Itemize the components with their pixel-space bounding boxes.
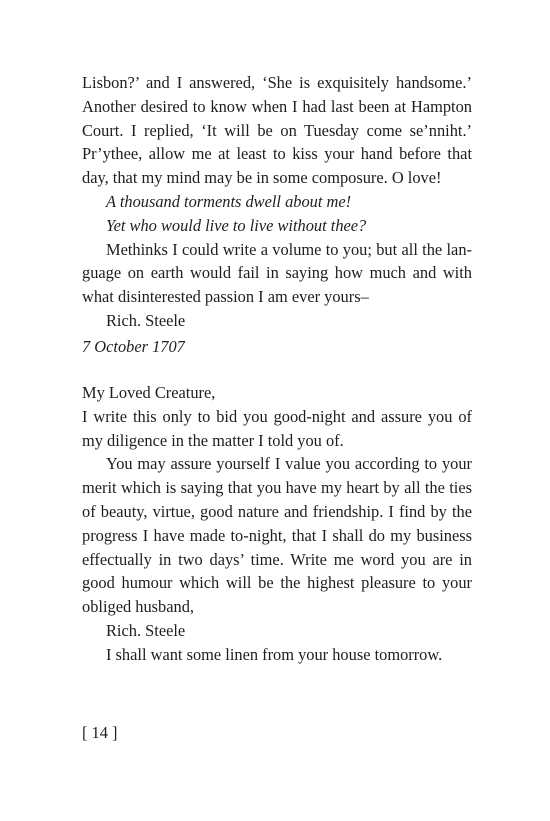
letter-date-heading: 7 October 1707 xyxy=(82,337,185,356)
letter-one-continuation xyxy=(82,71,472,333)
salutation: My Loved Creature, xyxy=(82,383,216,402)
postscript: I shall want some linen from your house tomorrow. xyxy=(106,644,443,664)
verse-line-2: Yet who would live to live without thee? xyxy=(106,215,367,235)
page-number: [ 14 ] xyxy=(82,723,118,742)
letter-two xyxy=(82,381,472,667)
signature: Rich. Steele xyxy=(106,620,186,640)
verse-line-1: A thousand torments dwell about me! xyxy=(106,191,352,211)
closing-paragraph: Methinks I could write a volume to you; but all the language on earth would fail in saying how much and with what disinterested passion I am ever yours– xyxy=(82,239,472,307)
opening-paragraph: Lisbon?’ and I answered, ‘She is exquisitely handsome.’ Another desired to know when I had last been at Hampton Court. I replied, ‘It will be on Tuesday come se’nniht.’ Pr’ythee, allow me at least to kiss your hand before that day, that my mind may be in some composure. O love! xyxy=(82,73,472,188)
letter-paragraph: You may assure yourself I value you according to your merit which is saying that you have my heart by all the ties of beauty, virtue, good nature and friendship. I find by the progress I have made to-night, that I shall do my business effectually in two days’ time. Write me word you are in good humour which will be the highest pleasure to your obliged husband, xyxy=(82,454,472,617)
signature: Rich. Steele xyxy=(106,310,186,330)
letter-paragraph: I write this only to bid you good-night and assure you of my diligence in the matter I told you of. xyxy=(82,406,472,450)
